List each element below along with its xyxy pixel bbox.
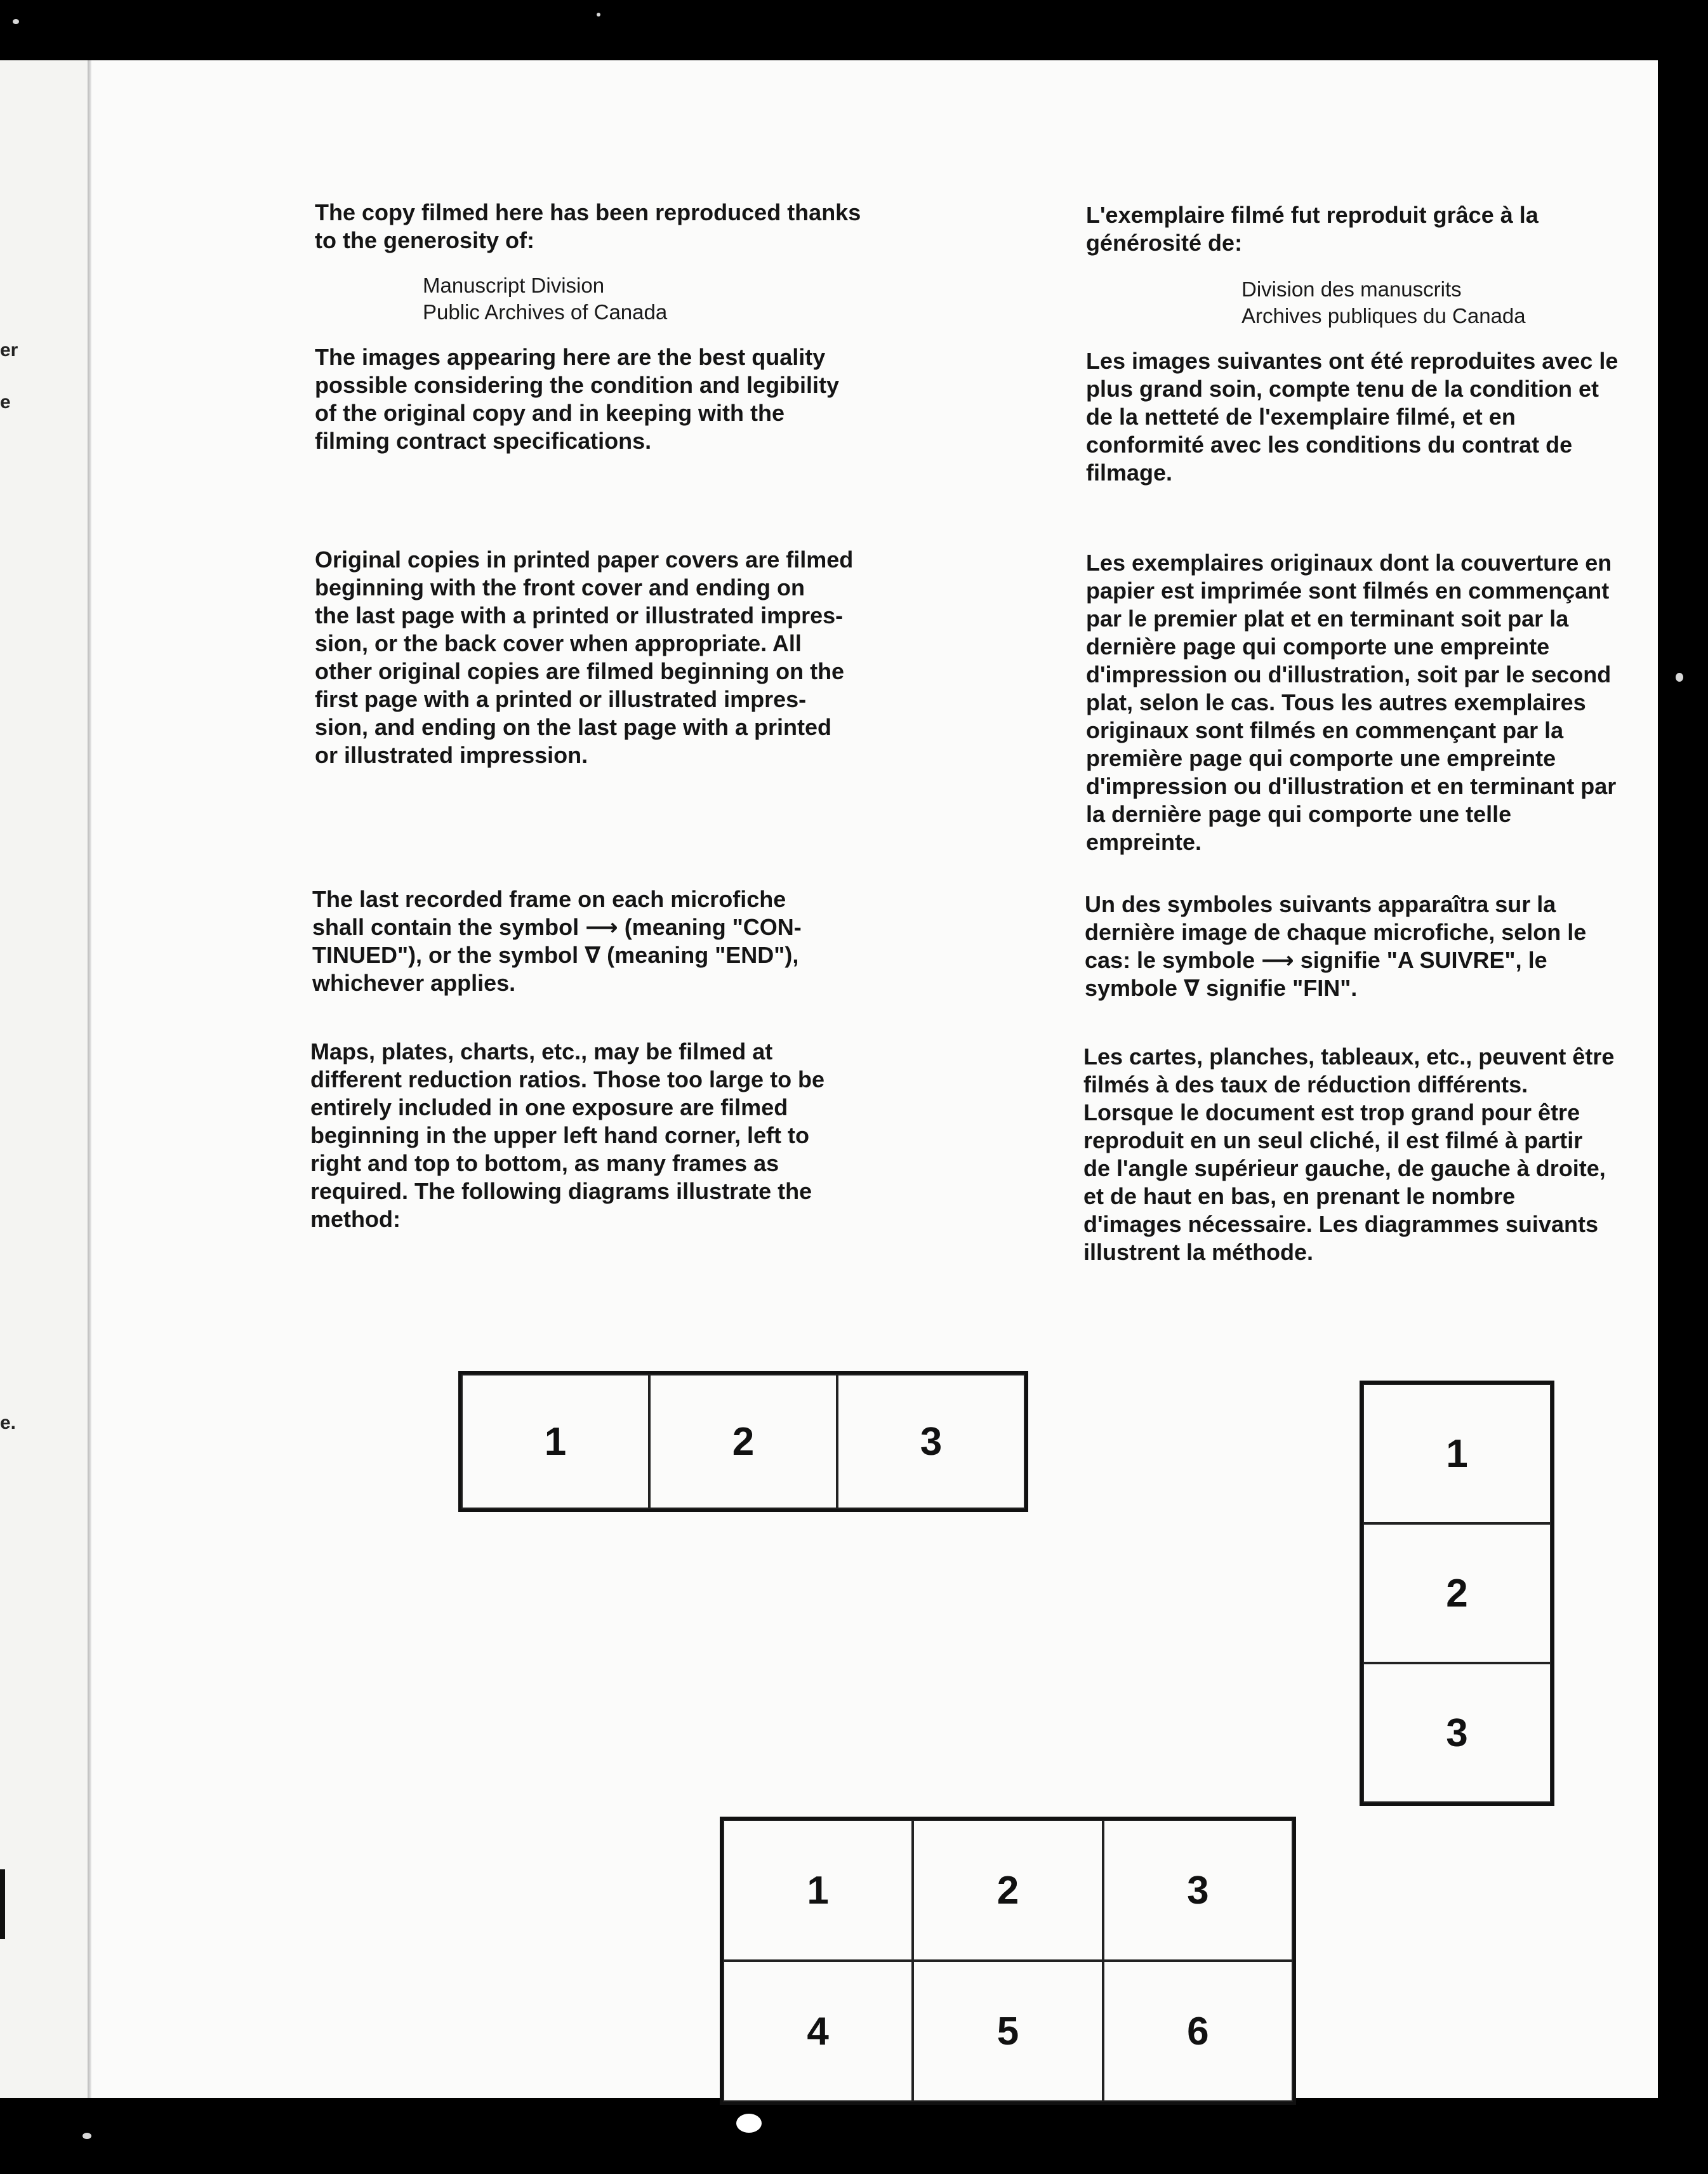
english-originals-paragraph: Original copies in printed paper covers are filmed beginning with the front cover and ending on the last page with a printed or illustrated impres- sion, or the back cover when appropriate. All other original copies are filmed beginning on the first page with a printed or illustrated impres- sion, and ending on the last page with a printed or illustrated impression. xyxy=(315,547,854,768)
frame-cell: 1 xyxy=(723,1820,913,1961)
frame-cell: 2 xyxy=(1363,1523,1551,1663)
frame-cell: 3 xyxy=(1363,1663,1551,1803)
frame-cell: 1 xyxy=(1363,1384,1551,1523)
frame-cell: 6 xyxy=(1103,1961,1293,2102)
frame-cell: 2 xyxy=(649,1374,837,1509)
frame-cell: 3 xyxy=(1103,1820,1293,1961)
film-speck xyxy=(83,2133,91,2139)
english-quality-paragraph: The images appearing here are the best quality possible considering the condition and legibility of the original copy and in keeping with the filming contract specifications. xyxy=(315,344,840,454)
french-credit: Division des manuscrits Archives publiques du Canada xyxy=(1241,277,1526,328)
diagram-vertical-three xyxy=(1360,1381,1554,1806)
english-intro: The copy filmed here has been reproduced thanks to the generosity of: xyxy=(315,199,861,253)
film-speck xyxy=(736,2114,762,2133)
french-symbols-paragraph: Un des symboles suivants apparaîtra sur la dernière image de chaque microfiche, selon le cas: le symbole ⟶ signifie "A SUIVRE", le symbole ∇ signifie "FIN". xyxy=(1085,891,1587,1001)
film-speck xyxy=(13,19,19,24)
french-maps-paragraph: Les cartes, planches, tableaux, etc., peuvent être filmés à des taux de réduction différents. Lorsque le document est trop grand pour être reproduit en un seul cliché, il est filmé à partir de l'angle supérieur gauche, de gauche à droite, et de haut en bas, en prenant le nombre d'images nécessaire. Les diagrammes suivants illustrent la méthode. xyxy=(1083,1044,1615,1265)
frame-cell: 4 xyxy=(723,1961,913,2102)
french-originals-paragraph: Les exemplaires originaux dont la couverture en papier est imprimée sont filmés en commençant par le premier plat et en terminant soit par la dernière page qui comporte une empreinte d'impression ou d'illustration, soit par le second plat, selon le cas. Tous les autres exemplaires originaux sont filmés en commençant par la première page qui comporte une empreinte d'impression ou d'illustration et en terminant par la dernière page qui comporte une telle empreinte. xyxy=(1086,550,1617,855)
english-symbols-paragraph: The last recorded frame on each microfiche shall contain the symbol ⟶ (meaning "CON- TINUED"), or the symbol ∇ (meaning "END"), whichever applies. xyxy=(312,886,802,996)
english-credit: Manuscript Division Public Archives of Canada xyxy=(423,274,668,324)
document-page xyxy=(91,60,1658,2098)
french-intro: L'exemplaire filmé fut reproduit grâce à la générosité de: xyxy=(1086,202,1539,256)
previous-page-edge xyxy=(0,60,88,2098)
previous-page-mark xyxy=(0,1869,5,1939)
film-speck xyxy=(597,13,600,17)
frame-cell: 3 xyxy=(837,1374,1025,1509)
french-column xyxy=(1086,201,1708,487)
french-quality-paragraph: Les images suivantes ont été reproduites avec le plus grand soin, compte tenu de la condition et de la netteté de l'exemplaire filmé, et en conformité avec les conditions du contrat de filmage. xyxy=(1086,348,1619,486)
diagram-horizontal-three xyxy=(458,1371,1028,1512)
frame-cell: 5 xyxy=(913,1961,1102,2102)
english-maps-paragraph: Maps, plates, charts, etc., may be filmed at different reduction ratios. Those too large to be entirely included in one exposure are filmed beginning in the upper left hand corner, left to right and top to bottom, as many frames as required. The following diagrams illustrate the method: xyxy=(310,1038,825,1232)
english-column xyxy=(315,199,994,455)
previous-page-fragment: e. xyxy=(0,1412,17,1433)
frame-cell: 1 xyxy=(461,1374,649,1509)
previous-page-fragment: er xyxy=(0,340,18,361)
frame-cell: 2 xyxy=(913,1820,1102,1961)
previous-page-fragment: e xyxy=(0,392,11,413)
diagram-grid-six xyxy=(720,1817,1296,2105)
